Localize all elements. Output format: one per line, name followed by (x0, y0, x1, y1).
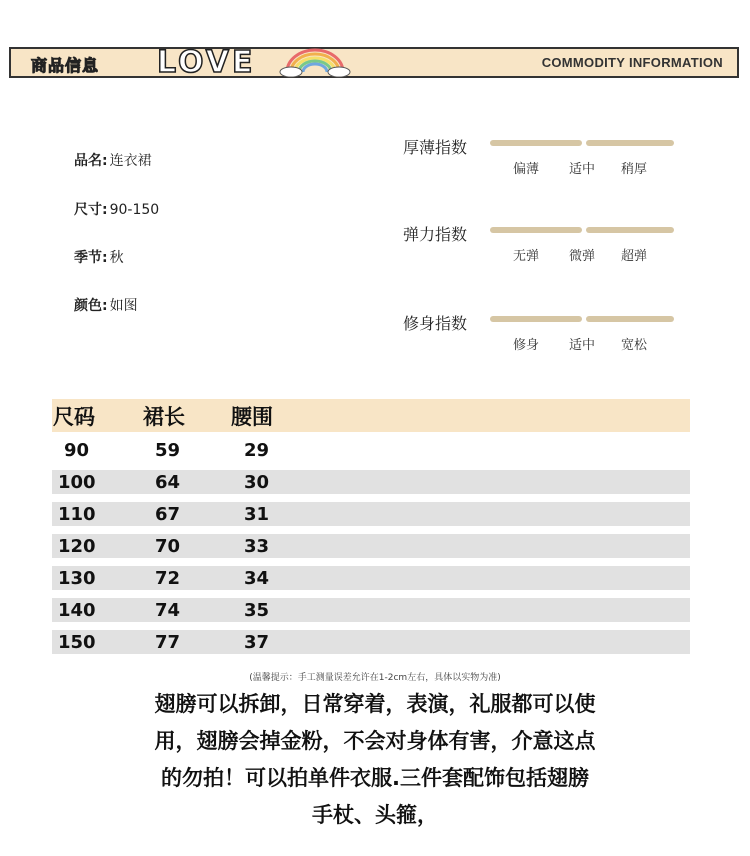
info-label: 颜色: (74, 298, 108, 314)
cell-waist: 33 (244, 536, 270, 557)
description-line: 的勿拍！可以拍单件衣服.三件套配饰包括翅膀 (161, 766, 589, 790)
index-option: 无弹 (513, 249, 540, 264)
table-row (52, 630, 690, 654)
cell-length: 70 (155, 536, 181, 557)
cell-size: 140 (58, 600, 96, 621)
banner-en-title: COMMODITY INFORMATION (541, 55, 723, 70)
description-line: 用，翅膀会掉金粉，不会对身体有害，介意这点 (154, 729, 596, 753)
index-bar-segment (490, 227, 582, 233)
index-option: 适中 (569, 338, 596, 353)
cell-waist: 29 (244, 440, 270, 461)
table-row (52, 534, 690, 558)
table-row (52, 502, 690, 526)
thickness-index-label: 厚薄指数 (403, 138, 468, 157)
cell-waist: 30 (244, 472, 270, 493)
info-name (74, 150, 152, 170)
info-season (74, 247, 124, 267)
table-row (52, 598, 690, 622)
index-bar-segment (586, 316, 674, 322)
info-value: 连衣裙 (109, 153, 152, 169)
cell-size: 120 (58, 536, 96, 557)
measurement-note: (温馨提示：手工测量误差允许在1-2cm左右，具体以实物为准) (249, 673, 501, 683)
cell-length: 64 (155, 472, 181, 493)
index-bar-segment (586, 227, 674, 233)
index-option: 偏薄 (513, 162, 540, 177)
cell-length: 67 (155, 504, 181, 525)
description-line: 翅膀可以拆卸，日常穿着，表演，礼服都可以使 (154, 692, 596, 716)
info-value: 如图 (109, 298, 138, 314)
info-value: 90-150 (109, 202, 160, 218)
cell-waist: 34 (244, 568, 270, 589)
info-label: 季节: (74, 250, 108, 266)
index-option: 宽松 (621, 338, 648, 353)
cell-size: 90 (64, 440, 90, 461)
product-description (60, 686, 690, 834)
index-bar-segment (586, 140, 674, 146)
thickness-index-bar (490, 140, 674, 150)
header-banner (9, 47, 739, 78)
index-option: 修身 (513, 338, 540, 353)
cell-waist: 31 (244, 504, 270, 525)
rainbow-icon (279, 46, 351, 82)
table-row (52, 566, 690, 590)
header-length: 裙长 (143, 405, 185, 429)
banner-love-text: LOVE (157, 45, 256, 80)
banner-cn-title: 商品信息 (31, 56, 100, 75)
index-option: 超弹 (621, 249, 648, 264)
header-size: 尺码 (53, 405, 95, 429)
cell-length: 59 (155, 440, 181, 461)
info-label: 品名: (74, 153, 108, 169)
table-row (52, 470, 690, 494)
fit-index-bar (490, 316, 674, 326)
header-waist: 腰围 (231, 405, 273, 429)
cell-size: 130 (58, 568, 96, 589)
fit-index-label: 修身指数 (403, 314, 468, 333)
description-line: 手杖、头箍， (312, 803, 438, 827)
cell-length: 74 (155, 600, 181, 621)
cell-waist: 37 (244, 632, 270, 653)
elasticity-index-bar (490, 227, 674, 237)
cell-size: 100 (58, 472, 96, 493)
table-row (52, 438, 690, 462)
info-size (74, 199, 159, 219)
index-option: 微弹 (569, 249, 596, 264)
info-color (74, 295, 138, 315)
index-bar-segment (490, 140, 582, 146)
info-label: 尺寸: (74, 202, 108, 218)
cell-waist: 35 (244, 600, 270, 621)
cell-length: 77 (155, 632, 181, 653)
index-option: 适中 (569, 162, 596, 177)
cell-length: 72 (155, 568, 181, 589)
elasticity-index-label: 弹力指数 (403, 225, 468, 244)
cell-size: 110 (58, 504, 96, 525)
index-option: 稍厚 (621, 162, 648, 177)
cell-size: 150 (58, 632, 96, 653)
info-value: 秋 (109, 250, 124, 266)
index-bar-segment (490, 316, 582, 322)
